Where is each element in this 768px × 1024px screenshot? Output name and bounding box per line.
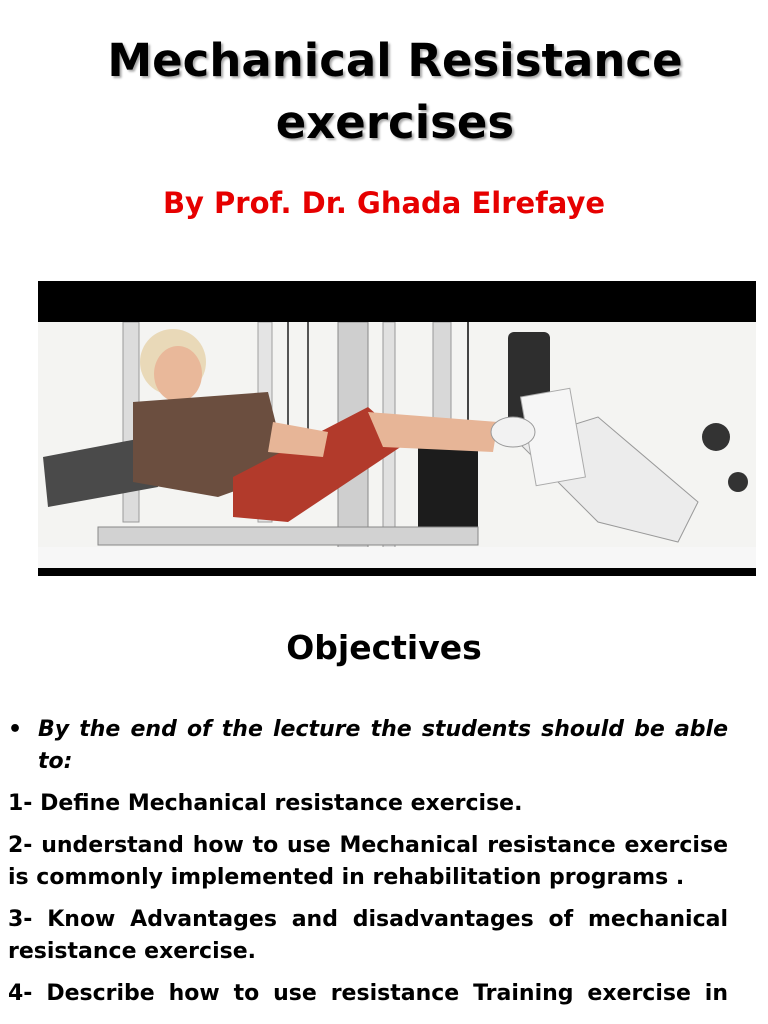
bullet-marker: • [8,717,23,742]
photo-bottom-bar [38,568,756,576]
author-line: By Prof. Dr. Ghada Elrefaye [162,186,606,220]
objective-item-2: 2- understand how to use Mechanical resistance exercise is commonly implemented in rehabilitation programs . [8,833,728,890]
photo-top-bar [38,281,756,322]
leg-press-photo-icon [38,322,756,568]
objective-item-4: 4- Describe how to use resistance Training exercise in [8,981,728,1006]
objective-item-3: 3- Know Advantages and disadvantages of mechanical resistance exercise. [8,907,728,964]
slide-title [0,30,768,154]
leg-press-photo [38,281,756,576]
intro-bullet [8,714,728,778]
objectives-heading: Objectives [286,628,482,667]
objective-item-1: 1- Define Mechanical resistance exercise. [8,791,523,816]
objectives-content [8,714,728,1010]
slide-title-line-2: exercises [275,96,515,149]
intro-bullet-text: By the end of the lecture the students should be able to: [38,717,728,774]
slide-title-line-1: Mechanical Resistance [107,34,683,87]
